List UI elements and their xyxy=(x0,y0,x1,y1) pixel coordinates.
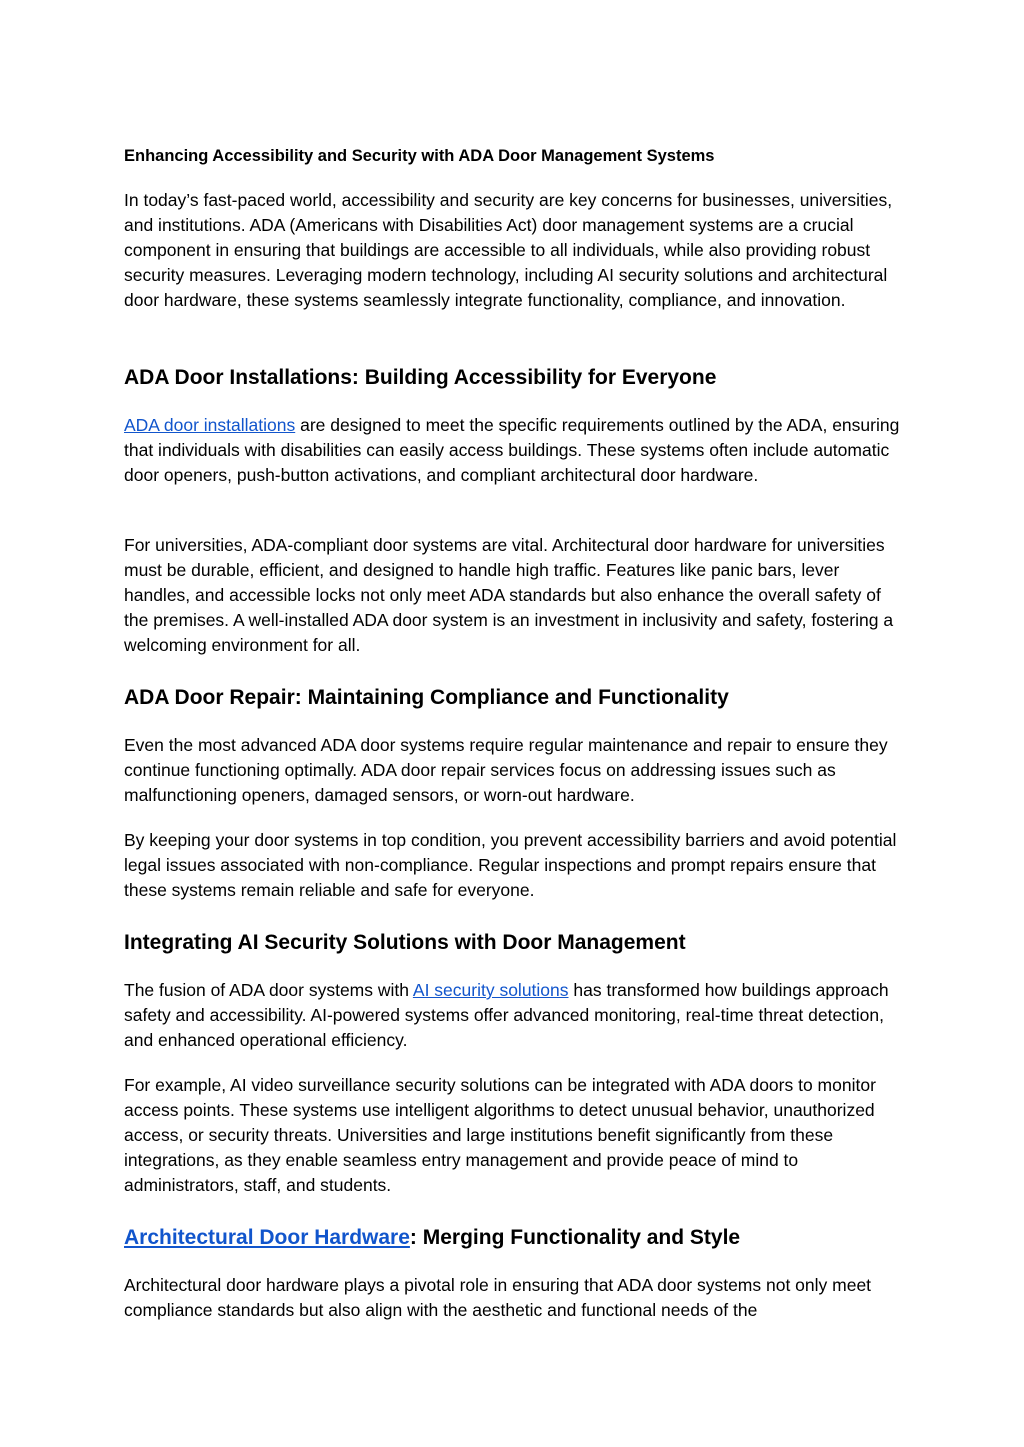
ai-security-solutions-link[interactable]: AI security solutions xyxy=(412,980,569,1000)
hardware-paragraph-1: Architectural door hardware plays a pivotal role in ensuring that ADA door systems not only meet compliance standards but also align with the aesthetic and functional needs of the xyxy=(124,1275,872,1320)
ai-security-paragraph-1-text: has transformed how buildings approach safety and accessibility. AI-powered systems offer advanced monitoring, real-time threat detection, and enhanced operational efficiency. xyxy=(124,980,889,1050)
installations-paragraph-1 xyxy=(124,413,904,488)
ai-security-paragraph-2: For example, AI video surveillance security solutions can be integrated with ADA doors to monitor access points. These systems use intelligent algorithms to detect unusual behavior, unauthorized access, or security threats. Universities and large institutions benefit significantly from these integrations, as they enable seamless entry management and provide peace of mind to administrators, staff, and students. xyxy=(124,1075,876,1195)
repair-paragraph-2: By keeping your door systems in top condition, you prevent accessibility barriers and avoid potential legal issues associated with non-compliance. Regular inspections and prompt repairs ensure that these systems remain reliable and safe for everyone. xyxy=(124,830,897,900)
section-heading-ai-security: Integrating AI Security Solutions with Door Management xyxy=(124,931,686,954)
section-heading-hardware-text: : Merging Functionality and Style xyxy=(409,1226,741,1249)
ai-security-paragraph-1 xyxy=(124,978,904,1053)
intro-paragraph: In today’s fast-paced world, accessibility and security are key concerns for businesses, universities, and institutions. ADA (Americans with Disabilities Act) door management systems are a crucial component in ensuring that buildings are accessible to all individuals, while also providing robust security measures. Leveraging modern technology, including AI security solutions and architectural door hardware, these systems seamlessly integrate functionality, compliance, and innovation. xyxy=(124,190,893,310)
section-heading-hardware xyxy=(124,1224,740,1252)
document-title: Enhancing Accessibility and Security with ADA Door Management Systems xyxy=(124,147,715,165)
ai-security-paragraph-1-lead: The fusion of ADA door systems with xyxy=(124,980,413,1000)
repair-paragraph-1: Even the most advanced ADA door systems require regular maintenance and repair to ensure they continue functioning optimally. ADA door repair services focus on addressing issues such as malfunctioning openers, damaged sensors, or worn-out hardware. xyxy=(124,735,888,805)
section-heading-repair: ADA Door Repair: Maintaining Compliance and Functionality xyxy=(124,686,729,709)
installations-paragraph-1-text: are designed to meet the specific requirements outlined by the ADA, ensuring that individuals with disabilities can easily access buildings. These systems often include automatic door openers, push-button activations, and compliant architectural door hardware. xyxy=(124,415,900,485)
section-heading-installations: ADA Door Installations: Building Accessibility for Everyone xyxy=(124,366,717,389)
ada-door-installations-link[interactable]: ADA door installations xyxy=(124,415,296,435)
architectural-door-hardware-link[interactable]: Architectural Door Hardware xyxy=(124,1226,410,1249)
installations-paragraph-2: For universities, ADA-compliant door systems are vital. Architectural door hardware for universities must be durable, efficient, and designed to handle high traffic. Features like panic bars, lever handles, and accessible locks not only meet ADA standards but also enhance the overall safety of the premises. A well-installed ADA door system is an investment in inclusivity and safety, fostering a welcoming environment for all. xyxy=(124,535,894,655)
